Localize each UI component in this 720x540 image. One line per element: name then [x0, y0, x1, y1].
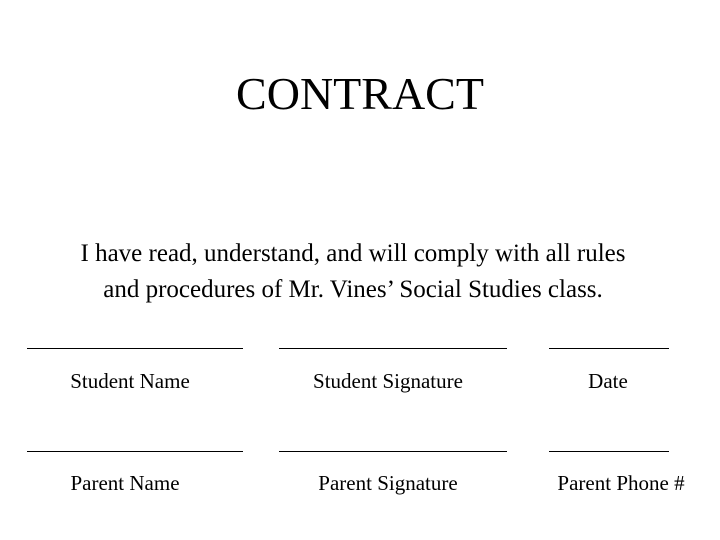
parent-phone-label: Parent Phone #	[557, 471, 685, 495]
contract-title: CONTRACT	[236, 68, 484, 119]
statement-line-1: I have read, understand, and will comply with all rules	[80, 240, 626, 267]
date-line[interactable]	[549, 348, 669, 349]
statement-line-2: and procedures of Mr. Vines’ Social Studies class.	[103, 276, 603, 303]
student-signature-label: Student Signature	[313, 369, 463, 393]
student-name-line[interactable]	[27, 348, 243, 349]
student-name-label: Student Name	[70, 369, 190, 393]
agreement-statement	[0, 236, 706, 308]
parent-name-label: Parent Name	[70, 471, 180, 495]
date-label: Date	[588, 369, 628, 393]
parent-name-line[interactable]	[27, 451, 243, 452]
parent-phone-line[interactable]	[549, 451, 669, 452]
student-signature-line[interactable]	[279, 348, 507, 349]
parent-signature-label: Parent Signature	[318, 471, 458, 495]
parent-signature-line[interactable]	[279, 451, 507, 452]
